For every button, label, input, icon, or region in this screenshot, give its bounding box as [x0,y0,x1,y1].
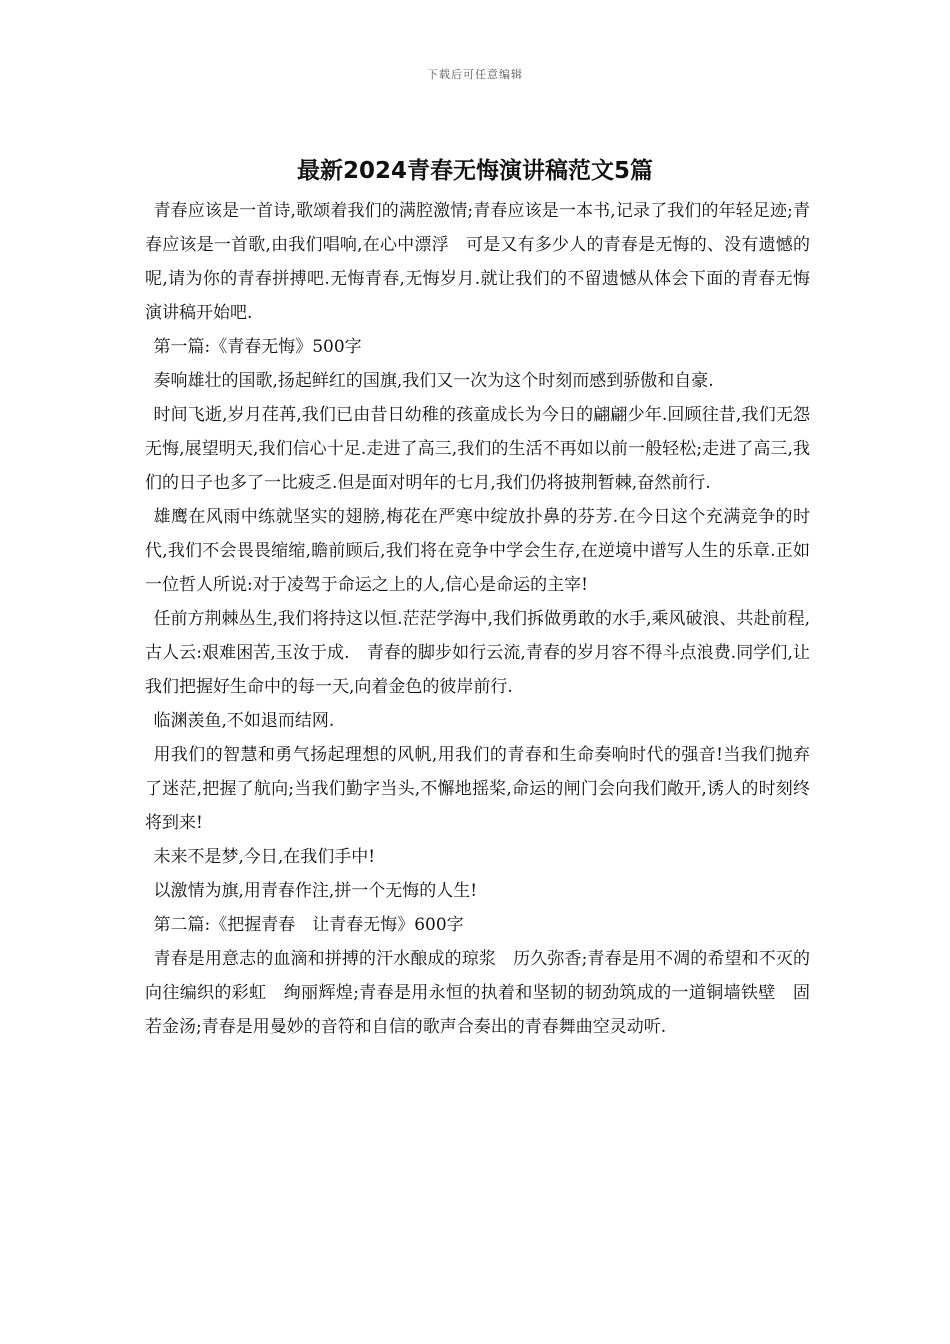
paragraph: 雄鹰在风雨中练就坚实的翅膀,梅花在严寒中绽放扑鼻的芬芳.在今日这个充满竞争的时代,我们不会畏畏缩缩,瞻前顾后,我们将在竞争中学会生存,在逆境中谱写人生的乐章.正如一位哲人所说:对于凌驾于命运之上的人,信心是命运的主宰! [145,507,810,595]
paragraph: 任前方荆棘丛生,我们将持这以恒.茫茫学海中,我们拆做勇敢的水手,乘风破浪、共赴前程,古人云:艰难困苦,玉汝于成. 青春的脚步如行云流,青春的岁月容不得斗点浪费.同学们,让我们把握好生命中的每一天,向着金色的彼岸前行. [145,609,810,697]
document-body [145,194,810,1044]
section-heading-2: 第二篇:《把握青春 让青春无悔》600字 [153,915,464,935]
header-note: 下载后可任意编辑 [427,68,523,81]
paragraph: 用我们的智慧和勇气扬起理想的风帆,用我们的青春和生命奏响时代的强音!当我们抛弃了迷茫,把握了航向;当我们勤字当头,不懈地摇桨,命运的闸门会向我们敞开,诱人的时刻终将到来! [145,745,810,833]
paragraph-intro: 青春应该是一首诗,歌颂着我们的满腔激情;青春应该是一本书,记录了我们的年轻足迹;青春应该是一首歌,由我们唱响,在心中漂浮 可是又有多少人的青春是无悔的、没有遗憾的呢,请为你的青春拼搏吧.无悔青春,无悔岁月.就让我们的不留遗憾从体会下面的青春无悔演讲稿开始吧. [145,201,810,323]
document-title: 最新2024青春无悔演讲稿范文5篇 [296,158,654,184]
section-heading-1: 第一篇:《青春无悔》500字 [153,337,362,357]
paragraph: 时间飞逝,岁月荏苒,我们已由昔日幼稚的孩童成长为今日的翩翩少年.回顾往昔,我们无怨无悔,展望明天,我们信心十足.走进了高三,我们的生活不再如以前一般轻松;走进了高三,我们的日子也多了一比疲乏.但是面对明年的七月,我们仍将披荆暂棘,奋然前行. [145,405,810,493]
paragraph: 以激情为旗,用青春作注,拼一个无悔的人生! [153,881,478,901]
paragraph: 未来不是梦,今日,在我们手中! [153,847,376,867]
paragraph: 奏响雄壮的国歌,扬起鲜红的国旗,我们又一次为这个时刻而感到骄傲和自豪. [153,371,714,391]
paragraph: 青春是用意志的血滴和拼搏的汗水酿成的琼浆 历久弥香;青春是用不凋的希望和不灭的向往编织的彩虹 绚丽辉煌;青春是用永恒的执着和坚韧的韧劲筑成的一道铜墙铁壁 固若金汤;青春是用曼妙的音符和自信的歌声合奏出的青春舞曲空灵动听. [145,949,810,1037]
paragraph: 临渊羡鱼,不如退而结网. [153,711,335,731]
